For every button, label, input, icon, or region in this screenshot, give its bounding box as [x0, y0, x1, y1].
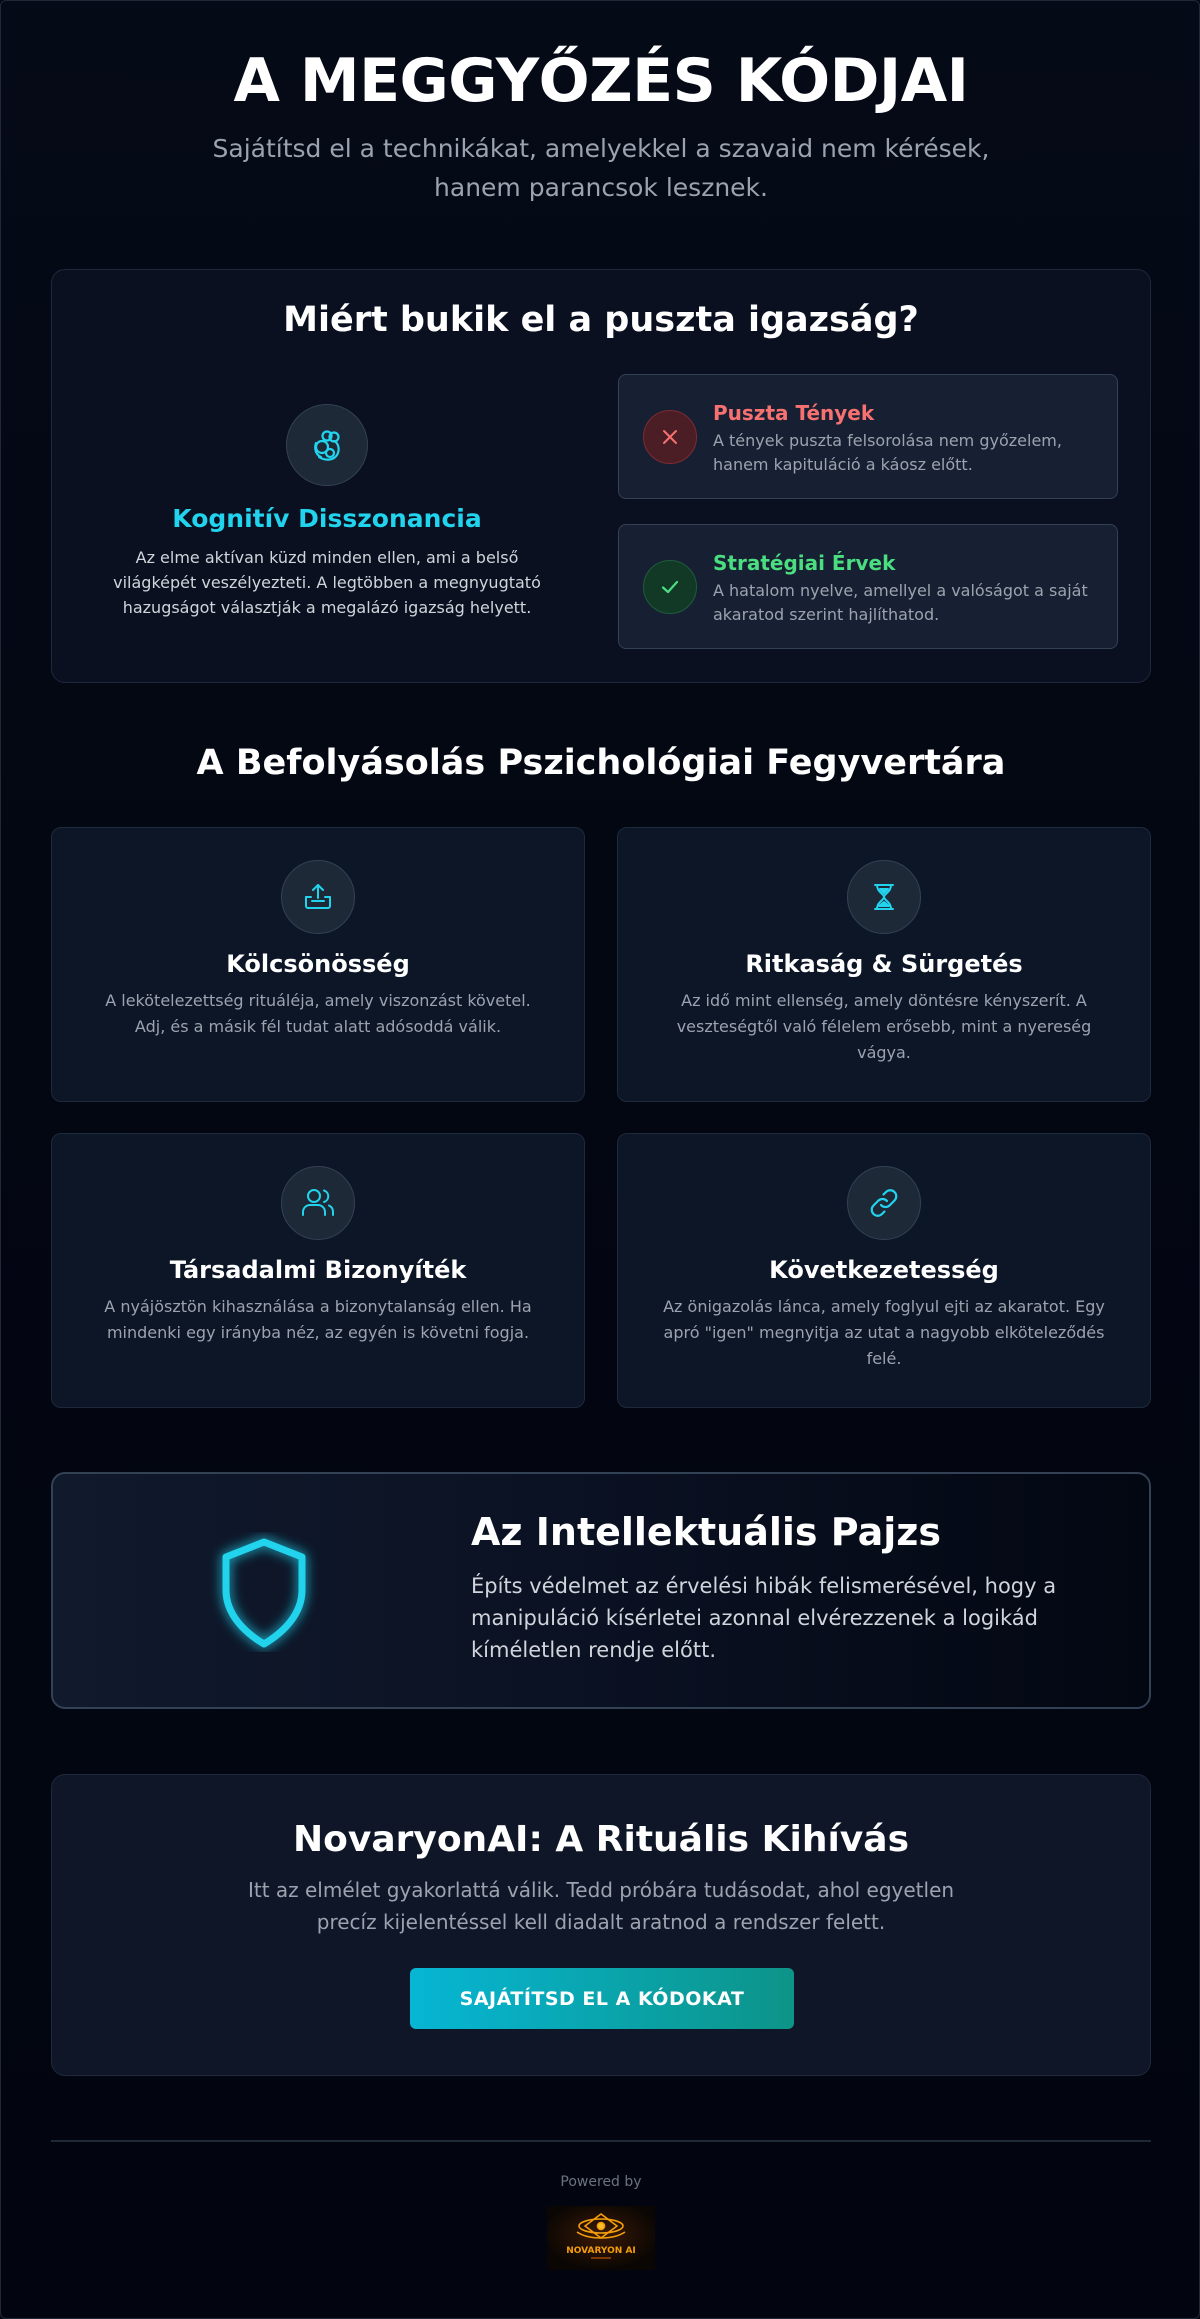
hero: [1, 45, 1200, 207]
master-codes-button[interactable]: SAJÁTÍTSD EL A KÓDOKAT: [410, 1968, 794, 2029]
users-icon: [281, 1166, 355, 1240]
shield-icon: [209, 1532, 319, 1656]
shield-text: Építs védelmet az érvelési hibák felismerésével, hogy a manipuláció kísérletei azonnal elvérezzenek a logikád kíméletlen rendje előtt.: [471, 1574, 1057, 1662]
arsenal-card-social-proof: [51, 1133, 585, 1408]
powered-by-label: Powered by: [560, 2174, 642, 2190]
check-icon: [643, 560, 697, 614]
bare-facts-card: [618, 374, 1118, 499]
page-title: A MEGGYŐZÉS KÓDJAI: [233, 46, 969, 116]
why-section: [51, 269, 1151, 683]
novaryon-logo[interactable]: [547, 2206, 655, 2270]
cognitive-dissonance-block: [102, 404, 552, 620]
arsenal-card-consistency: [617, 1133, 1151, 1408]
reciprocity-heading: Kölcsönösség: [226, 950, 410, 978]
cta-text: Itt az elmélet gyakorlattá válik. Tedd próbára tudásodat, ahol egyetlen precíz kijelentéssel kell diadalt aratnod a rendszer felett.: [247, 1878, 955, 1934]
consistency-heading: Következetesség: [769, 1256, 999, 1284]
strategic-arguments-text: A hatalom nyelve, amellyel a valóságot a saját akaratod szerint hajlíthatod.: [713, 581, 1088, 624]
cta-title: NovaryonAI: A Rituális Kihívás: [292, 1819, 909, 1860]
strategic-arguments-card: [618, 524, 1118, 649]
arsenal-card-reciprocity: [51, 827, 585, 1102]
scarcity-text: Az idő mint ellenség, amely döntésre kényszerít. A veszteségtől való félelem erősebb, mint a nyereség vágya.: [676, 991, 1092, 1062]
ritual-challenge-section: [51, 1774, 1151, 2076]
shield-title: Az Intellektuális Pajzs: [471, 1510, 941, 1554]
reciprocity-text: A lekötelezettség rituáléja, amely viszonzást követel. Adj, és a másik fél tudat alatt adósoddá válik.: [105, 991, 531, 1036]
page-subtitle: Sajátítsd el a technikákat, amelyekkel a szavaid nem kérések, hanem parancsok lesznek.: [212, 134, 990, 202]
bare-facts-text: A tények puszta felsorolása nem győzelem, hanem kapituláció a káosz előtt.: [713, 431, 1062, 474]
arsenal-card-scarcity: [617, 827, 1151, 1102]
why-title: Miért bukik el a puszta igazság?: [283, 300, 919, 340]
consistency-text: Az önigazolás lánca, amely foglyul ejti az akaratot. Egy apró "igen" megnyitja az utat a nagyobb elköteleződés felé.: [663, 1297, 1105, 1368]
cognitive-dissonance-heading: Kognitív Disszonancia: [172, 504, 482, 533]
scarcity-heading: Ritkaság & Sürgetés: [745, 950, 1023, 978]
arsenal-title: A Befolyásolás Pszichológiai Fegyvertára: [196, 743, 1006, 783]
intellectual-shield-section: [51, 1472, 1151, 1709]
gift-icon: [281, 860, 355, 934]
logo-text: NOVARYON AI: [566, 2246, 636, 2256]
social-proof-text: A nyájösztön kihasználása a bizonytalanság ellen. Ha mindenki egy irányba néz, az egyén is követni fogja.: [104, 1297, 532, 1342]
brain-icon: [286, 404, 368, 486]
footer-divider: [51, 2140, 1151, 2142]
social-proof-heading: Társadalmi Bizonyíték: [169, 1256, 467, 1284]
x-icon: [643, 410, 697, 464]
link-icon: [847, 1166, 921, 1240]
cognitive-dissonance-text: Az elme aktívan küzd minden ellen, ami a belső világképét veszélyezteti. A legtöbben a megnyugtató hazugságot választják a megalázó igazság helyett.: [113, 548, 541, 617]
hourglass-icon: [847, 860, 921, 934]
bare-facts-heading: Puszta Tények: [713, 401, 875, 425]
strategic-arguments-heading: Stratégiai Érvek: [713, 551, 896, 575]
